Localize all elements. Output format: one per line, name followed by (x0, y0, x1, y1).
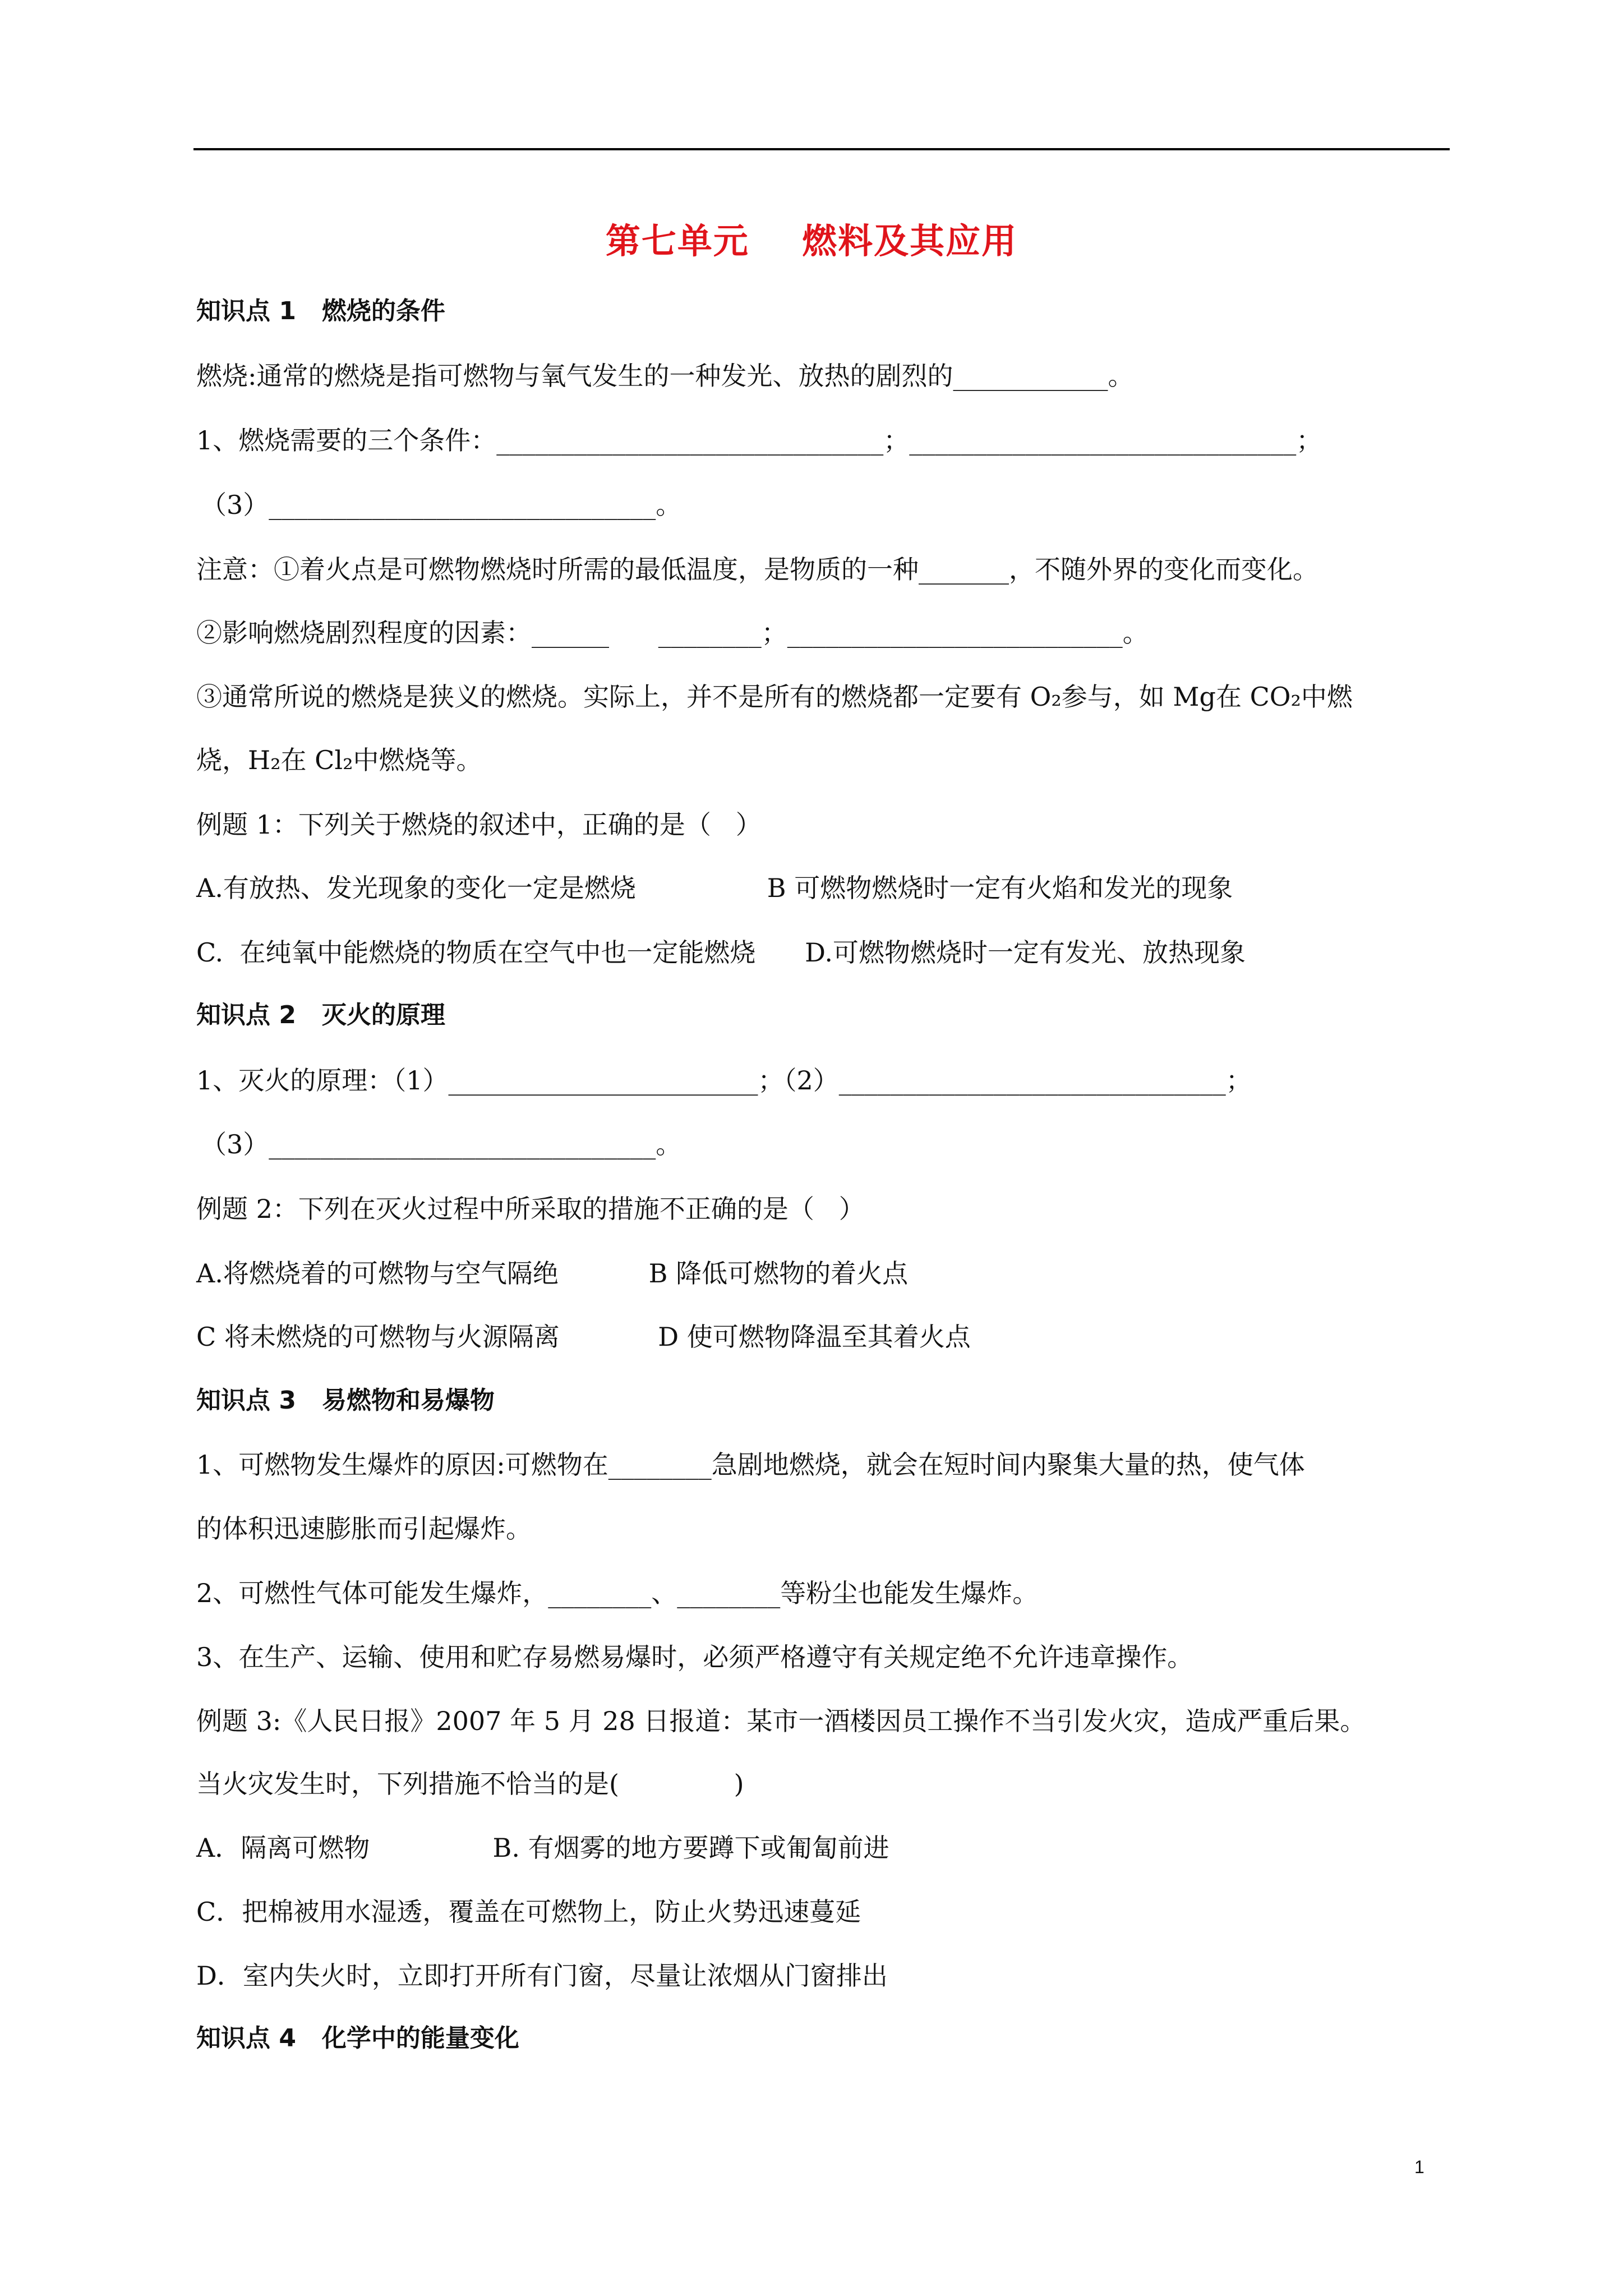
text-line: ③通常所说的燃烧是狭义的燃烧。实际上，并不是所有的燃烧都一定要有 O₂参与，如 Mg在 CO₂中燃 (196, 682, 1353, 712)
section-heading-1: 知识点 1 燃烧的条件 (196, 297, 445, 325)
text-line: 3、在生产、运输、使用和贮存易燃易爆时，必须严格遵守有关规定绝不允许违章操作。 (196, 1642, 1193, 1672)
text-line: ②影响燃烧剧烈程度的因素：______ ________；__________________________。 (196, 618, 1149, 648)
section-heading-2: 知识点 2 灭火的原理 (196, 1001, 445, 1029)
option-line: A．隔离可燃物 B. 有烟雾的地方要蹲下或匍匐前进 (196, 1833, 889, 1863)
text-line: 1、可燃物发生爆炸的原因:可燃物在________急剧地燃烧，就会在短时间内聚集大量的热，使气体 (196, 1450, 1305, 1480)
text-line: 2、可燃性气体可能发生爆炸，________、________等粉尘也能发生爆炸。 (196, 1578, 1039, 1608)
text-line: （3）______________________________。 (201, 490, 682, 520)
text-line: 当火灾发生时，下列措施不恰当的是( ) (196, 1769, 744, 1799)
option-line: A.有放热、发光现象的变化一定是燃烧 B 可燃物燃烧时一定有火焰和发光的现象 (196, 873, 1233, 903)
example-question: 例题 3:《人民日报》2007 年 5 月 28 日报道：某市一酒楼因员工操作不当引发火灾，造成严重后果。 (196, 1706, 1366, 1736)
text-line: 燃烧:通常的燃烧是指可燃物与氧气发生的一种发光、放热的剧烈的____________。 (196, 361, 1134, 391)
section-heading-3: 知识点 3 易燃物和易爆物 (196, 1386, 495, 1415)
text-line: 烧，H₂在 Cl₂中燃烧等。 (196, 745, 482, 775)
option-line: C 将未燃烧的可燃物与火源隔离 D 使可燃物降温至其着火点 (196, 1322, 971, 1352)
text-line: 注意：①着火点是可燃物燃烧时所需的最低温度，是物质的一种_______，不随外界的变化而变化。 (196, 554, 1318, 585)
text-line: 1、灭火的原理：（1）________________________；（2）______________________________； (196, 1065, 1252, 1096)
example-question: 例题 2：下列在灭火过程中所采取的措施不正确的是（ ） (196, 1194, 865, 1224)
text-line: 的体积迅速膨胀而引起爆炸。 (196, 1513, 532, 1544)
page-number: 1 (1414, 2157, 1424, 2177)
page-title: 第七单元 燃料及其应用 (605, 220, 1018, 261)
option-line: C．把棉被用水湿透，覆盖在可燃物上，防止火势迅速蔓延 (196, 1897, 861, 1927)
option-line: C. 在纯氧中能燃烧的物质在空气中也一定能燃烧 D.可燃物燃烧时一定有发光、放热现象 (196, 937, 1246, 968)
header-rule (193, 148, 1450, 150)
option-line: A.将燃烧着的可燃物与空气隔绝 B 降低可燃物的着火点 (196, 1258, 909, 1289)
section-heading-4: 知识点 4 化学中的能量变化 (196, 2024, 519, 2053)
text-line: 1、燃烧需要的三个条件：______________________________；______________________________； (196, 425, 1322, 455)
text-line: （3）______________________________。 (201, 1129, 682, 1159)
option-line: D．室内失火时，立即打开所有门窗，尽量让浓烟从门窗排出 (196, 1961, 888, 1991)
example-question: 例题 1：下列关于燃烧的叙述中，正确的是（ ） (196, 809, 762, 840)
